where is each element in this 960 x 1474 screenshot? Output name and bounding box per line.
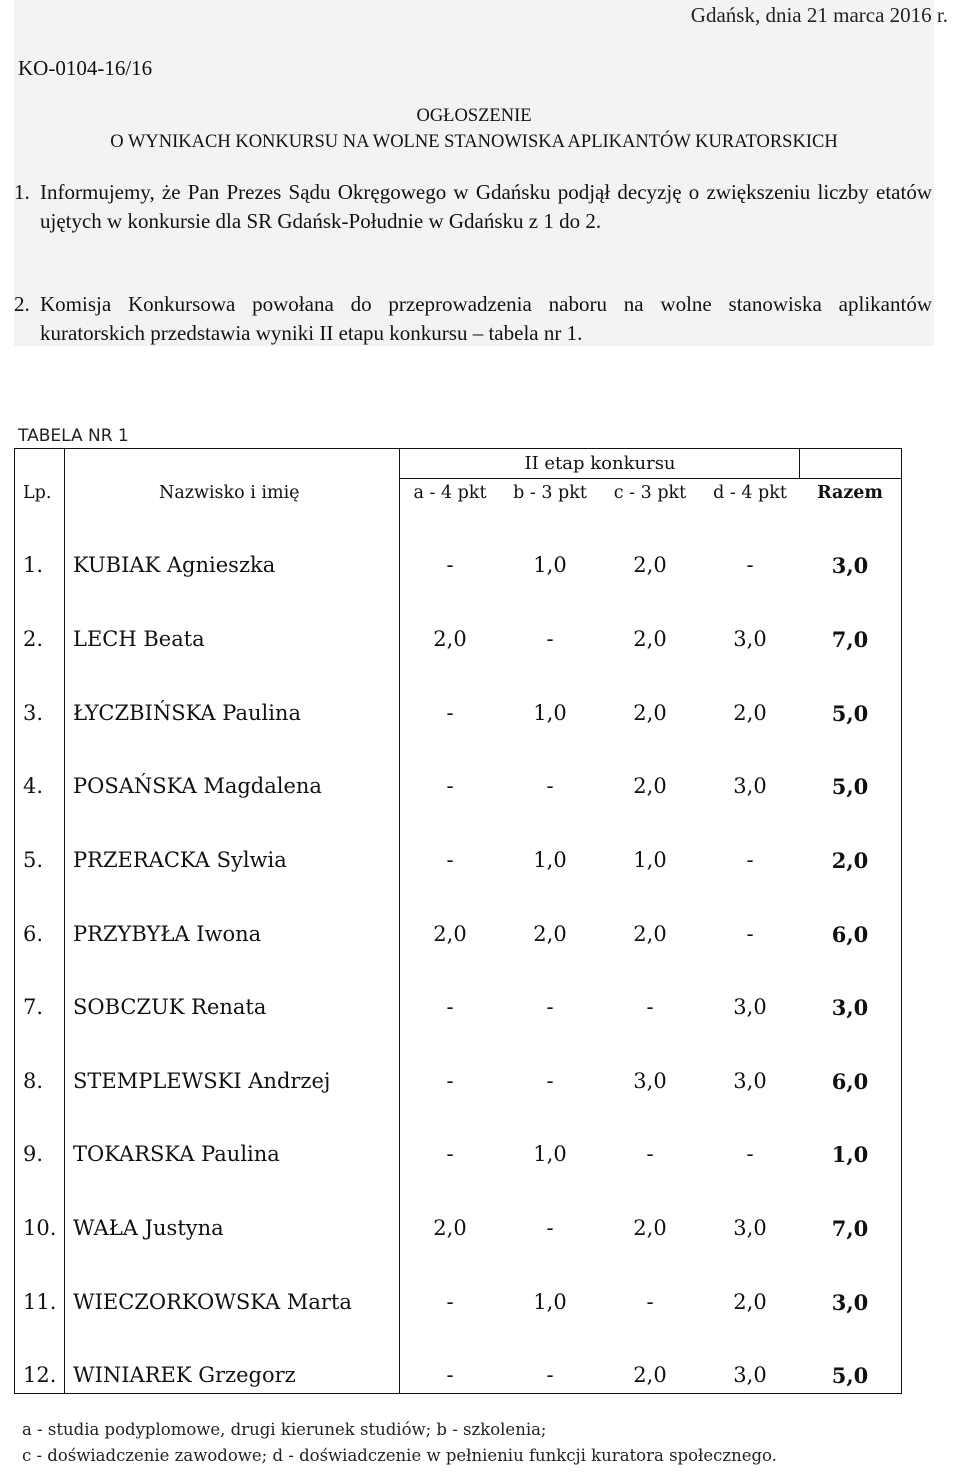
cell-total: 5,0 [831, 701, 869, 726]
cell-a: - [446, 848, 454, 872]
cell-b: - [546, 627, 554, 651]
column-header-c: c - 3 pkt [613, 483, 687, 503]
cell-b: 1,0 [533, 848, 567, 872]
reference-number: KO-0104-16/16 [18, 56, 153, 80]
cell-lp: 8. [23, 1069, 44, 1093]
table-row [15, 1142, 901, 1172]
cell-b: 1,0 [533, 1290, 567, 1314]
group-header: II etap konkursu [524, 453, 676, 474]
cell-d: - [746, 553, 754, 577]
results-table [14, 448, 902, 1394]
announcement-title: OGŁOSZENIE [416, 106, 532, 126]
cell-c: 3,0 [633, 1069, 667, 1093]
cell-lp: 11. [23, 1290, 57, 1314]
cell-a: - [446, 774, 454, 798]
cell-a: 2,0 [433, 627, 467, 651]
cell-b: - [546, 1363, 554, 1387]
cell-b: - [546, 774, 554, 798]
cell-a: - [446, 1290, 454, 1314]
cell-c: 2,0 [633, 1216, 667, 1240]
cell-c: - [646, 1290, 654, 1314]
cell-d: 3,0 [733, 627, 767, 651]
cell-a: - [446, 1069, 454, 1093]
cell-c: - [646, 995, 654, 1019]
cell-lp: 6. [23, 922, 44, 946]
cell-d: 2,0 [733, 1290, 767, 1314]
table-row [15, 1069, 901, 1099]
cell-name: PRZERACKA Sylwia [73, 848, 287, 872]
cell-lp: 1. [23, 553, 44, 577]
table-row [15, 1363, 901, 1393]
column-header-total: Razem [817, 483, 883, 503]
paragraph-text: Komisja Konkursowa powołana do przeprowadzenia naboru na wolne stanowiska aplikantów kuratorskich przedstawia wyniki II etapu konkursu – tabela nr 1. [40, 292, 932, 345]
cell-name: WINIAREK Grzegorz [73, 1363, 296, 1387]
cell-lp: 9. [23, 1142, 44, 1166]
cell-c: 2,0 [633, 922, 667, 946]
document-date: Gdańsk, dnia 21 marca 2016 r. [690, 3, 948, 27]
cell-a: - [446, 1363, 454, 1387]
cell-name: LECH Beata [73, 627, 205, 651]
table-row [15, 701, 901, 731]
column-divider [64, 449, 65, 1393]
cell-b: 1,0 [533, 553, 567, 577]
cell-name: ŁYCZBIŃSKA Paulina [73, 701, 301, 725]
table-row [15, 627, 901, 657]
paragraph-number: 1. [14, 180, 30, 204]
cell-b: - [546, 995, 554, 1019]
cell-total: 5,0 [831, 1363, 869, 1388]
cell-total: 3,0 [831, 553, 869, 578]
column-header-a: a - 4 pkt [413, 483, 487, 503]
cell-b: 1,0 [533, 701, 567, 725]
table-row [15, 848, 901, 878]
column-header-name: Nazwisko i imię [159, 483, 300, 503]
cell-a: - [446, 701, 454, 725]
column-header-b: b - 3 pkt [513, 483, 587, 503]
cell-total: 7,0 [831, 1216, 869, 1241]
cell-b: - [546, 1069, 554, 1093]
cell-d: 3,0 [733, 1069, 767, 1093]
cell-name: STEMPLEWSKI Andrzej [73, 1069, 331, 1093]
cell-lp: 12. [23, 1363, 57, 1387]
table-row [15, 553, 901, 583]
cell-lp: 10. [23, 1216, 57, 1240]
cell-d: 2,0 [733, 701, 767, 725]
cell-name: POSAŃSKA Magdalena [73, 774, 322, 798]
cell-name: WIECZORKOWSKA Marta [73, 1290, 352, 1314]
table-row [15, 922, 901, 952]
group-header-divider [399, 478, 901, 479]
table-row [15, 1290, 901, 1320]
column-header-lp: Lp. [23, 483, 52, 503]
cell-a: - [446, 1142, 454, 1166]
cell-d: - [746, 1142, 754, 1166]
paragraph-text: Informujemy, że Pan Prezes Sądu Okręgowego w Gdańsku podjął decyzję o zwiększeniu liczby etatów ujętych w konkursie dla SR Gdańsk-Południe w Gdańsku z 1 do 2. [40, 180, 932, 233]
cell-d: 3,0 [733, 1363, 767, 1387]
cell-b: - [546, 1216, 554, 1240]
cell-a: 2,0 [433, 922, 467, 946]
cell-lp: 5. [23, 848, 44, 872]
table-caption: TABELA NR 1 [18, 426, 129, 446]
cell-name: SOBCZUK Renata [73, 995, 267, 1019]
cell-d: 3,0 [733, 1216, 767, 1240]
footnote-2: c - doświadczenie zawodowe; d - doświadczenie w pełnieniu funkcji kuratora społecznego. [22, 1446, 777, 1465]
cell-total: 3,0 [831, 1290, 869, 1315]
cell-name: PRZYBYŁA Iwona [73, 922, 262, 946]
cell-c: 2,0 [633, 701, 667, 725]
cell-c: 2,0 [633, 553, 667, 577]
cell-d: 3,0 [733, 774, 767, 798]
cell-c: 1,0 [633, 848, 667, 872]
cell-c: 2,0 [633, 1363, 667, 1387]
cell-name: WAŁA Justyna [73, 1216, 224, 1240]
paragraph-2 [14, 290, 932, 348]
paragraph-number: 2. [14, 292, 30, 316]
cell-lp: 7. [23, 995, 44, 1019]
table-row [15, 774, 901, 804]
cell-a: - [446, 553, 454, 577]
cell-d: 3,0 [733, 995, 767, 1019]
cell-d: - [746, 922, 754, 946]
cell-name: KUBIAK Agnieszka [73, 553, 276, 577]
footnote-1: a - studia podyplomowe, drugi kierunek studiów; b - szkolenia; [22, 1420, 547, 1439]
cell-total: 6,0 [831, 1069, 869, 1094]
cell-total: 3,0 [831, 995, 869, 1020]
cell-lp: 3. [23, 701, 44, 725]
cell-b: 2,0 [533, 922, 567, 946]
cell-total: 1,0 [831, 1142, 869, 1167]
cell-lp: 4. [23, 774, 44, 798]
cell-a: 2,0 [433, 1216, 467, 1240]
cell-d: - [746, 848, 754, 872]
cell-total: 6,0 [831, 922, 869, 947]
column-header-d: d - 4 pkt [713, 483, 787, 503]
cell-lp: 2. [23, 627, 44, 651]
cell-total: 7,0 [831, 627, 869, 652]
paragraph-1 [14, 178, 932, 236]
table-row [15, 995, 901, 1025]
cell-c: - [646, 1142, 654, 1166]
cell-a: - [446, 995, 454, 1019]
cell-b: 1,0 [533, 1142, 567, 1166]
cell-total: 5,0 [831, 774, 869, 799]
announcement-subtitle: O WYNIKACH KONKURSU NA WOLNE STANOWISKA APLIKANTÓW KURATORSKICH [110, 132, 838, 152]
cell-c: 2,0 [633, 627, 667, 651]
cell-name: TOKARSKA Paulina [73, 1142, 280, 1166]
cell-c: 2,0 [633, 774, 667, 798]
table-row [15, 1216, 901, 1246]
cell-total: 2,0 [831, 848, 869, 873]
column-divider [399, 449, 400, 1393]
